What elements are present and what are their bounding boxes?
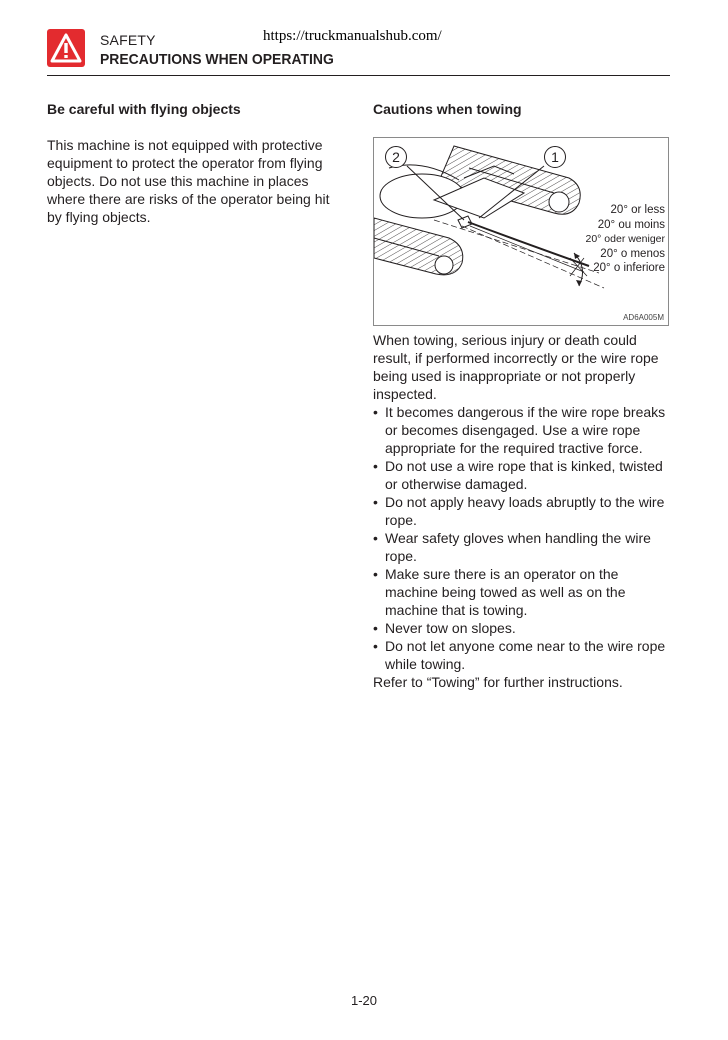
flying-objects-text: This machine is not equipped with protective equipment to protect the operator from flying objects. Do not use this machine in places where there are risks of the operator being hit by flying objects.	[47, 137, 330, 225]
callout-2: 2	[385, 146, 407, 168]
list-item: • Do not use a wire rope that is kinked, twisted or otherwise damaged.	[373, 458, 663, 492]
header-divider	[47, 75, 670, 76]
towing-reference: Refer to “Towing” for further instructions.	[373, 674, 623, 690]
list-item: • It becomes dangerous if the wire rope breaks or becomes disengaged. Use a wire rope appropriate for the required tractive force.	[373, 404, 666, 456]
flying-objects-heading: Be careful with flying objects	[47, 101, 241, 117]
towing-heading: Cautions when towing	[373, 101, 522, 117]
source-url[interactable]: https://truckmanualshub.com/	[263, 28, 442, 44]
list-item: • Do not let anyone come near to the wire rope while towing.	[373, 638, 666, 672]
figure-code: AD6A005M	[623, 313, 664, 322]
towing-intro: When towing, serious injury or death could result, if performed incorrectly or the wire rope being used is inappropriate or not properly inspected.	[373, 332, 659, 402]
list-item: • Make sure there is an operator on the machine being towed as well as on the machine that is towing.	[373, 566, 626, 618]
list-item: • Wear safety gloves when handling the wire rope.	[373, 530, 651, 564]
section-label: SAFETY	[100, 32, 156, 48]
right-column	[373, 100, 673, 691]
angle-label-fr: 20° ou moins	[597, 219, 665, 231]
angle-label-es: 20° o menos	[600, 248, 665, 260]
towing-illustration	[373, 137, 669, 326]
angle-label-it: 20° o inferiore	[593, 262, 665, 274]
list-item: • Do not apply heavy loads abruptly to the wire rope.	[373, 494, 665, 528]
list-item: • Never tow on slopes.	[373, 620, 516, 636]
page-number: 1-20	[350, 993, 378, 1008]
page-title: PRECAUTIONS WHEN OPERATING	[100, 51, 334, 68]
callout-1: 1	[544, 146, 566, 168]
angle-label-de: 20° oder weniger	[585, 233, 665, 245]
towing-cautions-list	[373, 403, 673, 673]
angle-label-en: 20° or less	[610, 204, 665, 216]
left-column	[47, 100, 347, 226]
warning-icon	[47, 29, 85, 67]
